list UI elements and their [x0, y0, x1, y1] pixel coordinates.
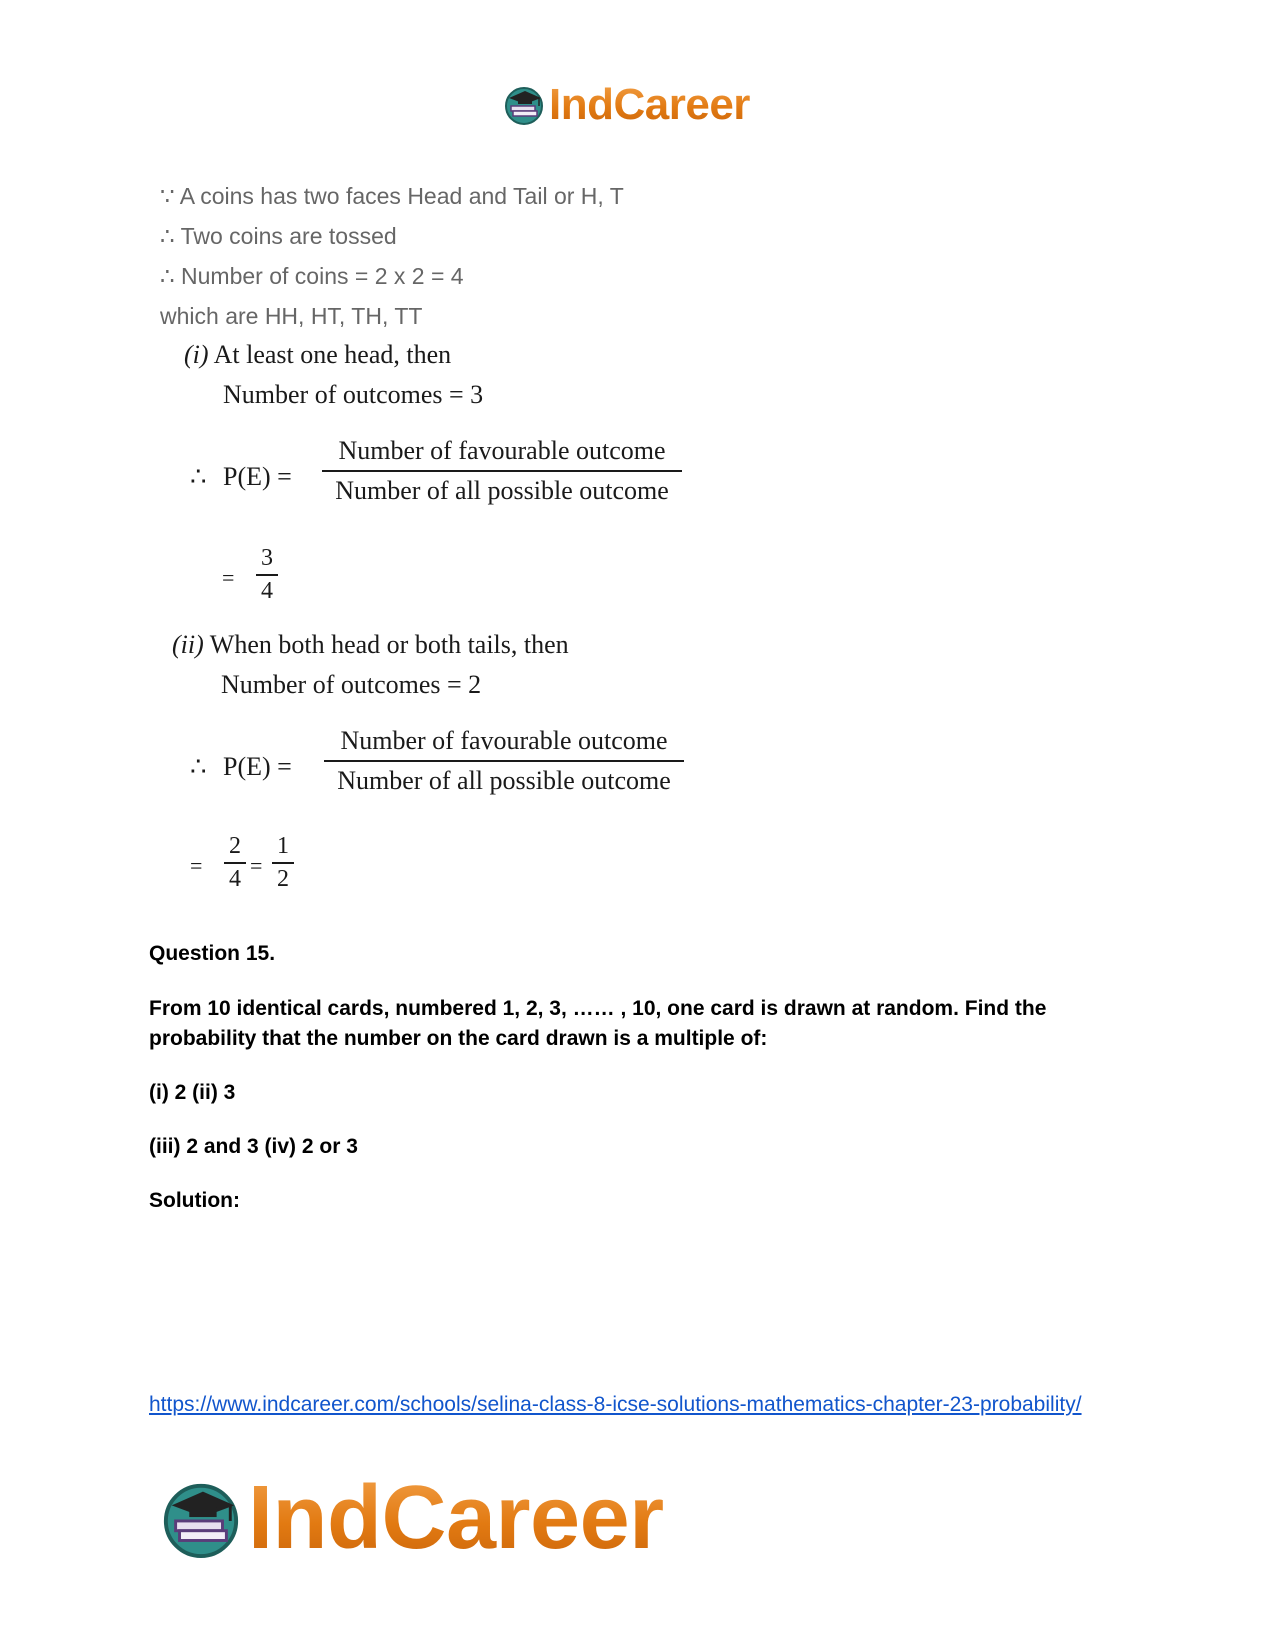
question-title: Question 15.: [149, 942, 276, 965]
part-i-probability-fraction: [322, 436, 682, 506]
fraction-numerator: Number of favourable outcome: [340, 726, 668, 755]
fraction-denominator: Number of all possible outcome: [335, 476, 669, 505]
part-ii-result-fraction-2: [272, 833, 294, 893]
logo-text: IndCareer: [549, 80, 750, 129]
part-ii-heading-text: When both head or both tails, then: [209, 630, 569, 659]
part-ii-heading: [172, 630, 569, 660]
question-text: From 10 identical cards, numbered 1, 2, 3, …… , 10, one card is drawn at random. Find the probability that the number on the card drawn is a multiple of:: [149, 997, 1047, 1050]
fraction-numerator: 3: [261, 545, 273, 571]
fraction-numerator: 2: [229, 833, 241, 859]
fraction-denominator: 4: [229, 866, 241, 892]
fraction-denominator: Number of all possible outcome: [337, 766, 671, 795]
part-i-pe: P(E) =: [223, 462, 292, 491]
part-ii-therefore: ∴: [190, 752, 207, 781]
solution-line-3: ∴ Number of coins = 2 x 2 = 4: [160, 263, 464, 289]
fraction-denominator: 4: [261, 578, 273, 604]
part-i-heading-text: At least one head, then: [213, 340, 452, 369]
part-ii-equals-2: =: [250, 853, 263, 878]
solution-line-1: ∵ A coins has two faces Head and Tail or H, T: [160, 183, 624, 209]
question-options-1: (i) 2 (ii) 3: [149, 1081, 236, 1104]
fraction-numerator: Number of favourable outcome: [338, 436, 666, 465]
part-i-label: (i): [184, 340, 209, 369]
part-ii-probability-fraction: [324, 726, 684, 796]
solution-line-2: ∴ Two coins are tossed: [160, 223, 397, 249]
part-ii-result-fraction-1: [224, 833, 246, 893]
part-ii-equals: =: [190, 853, 203, 878]
header-logo: [503, 80, 750, 130]
part-i-heading: [184, 340, 451, 370]
fraction-numerator: 1: [277, 833, 289, 859]
graduation-cap-books-globe-icon: [160, 1478, 242, 1560]
part-i-therefore: ∴: [190, 462, 207, 491]
solution-label: Solution:: [149, 1189, 240, 1212]
solution-line-4: which are HH, HT, TH, TT: [160, 303, 423, 329]
part-i-outcomes: Number of outcomes = 3: [223, 380, 484, 409]
source-link[interactable]: https://www.indcareer.com/schools/selina-class-8-icse-solutions-mathematics-chapter-23-probability/: [149, 1393, 1082, 1416]
part-i-equals: =: [222, 565, 235, 590]
part-i-result-fraction: [256, 545, 278, 605]
footer-logo: [160, 1467, 664, 1570]
fraction-denominator: 2: [277, 866, 289, 892]
graduation-cap-books-globe-icon: [503, 84, 545, 126]
question-options-2: (iii) 2 and 3 (iv) 2 or 3: [149, 1135, 358, 1158]
part-ii-outcomes: Number of outcomes = 2: [221, 670, 482, 699]
part-ii-label: (ii): [172, 630, 204, 659]
part-ii-pe: P(E) =: [223, 752, 292, 781]
logo-text: IndCareer: [248, 1468, 664, 1568]
